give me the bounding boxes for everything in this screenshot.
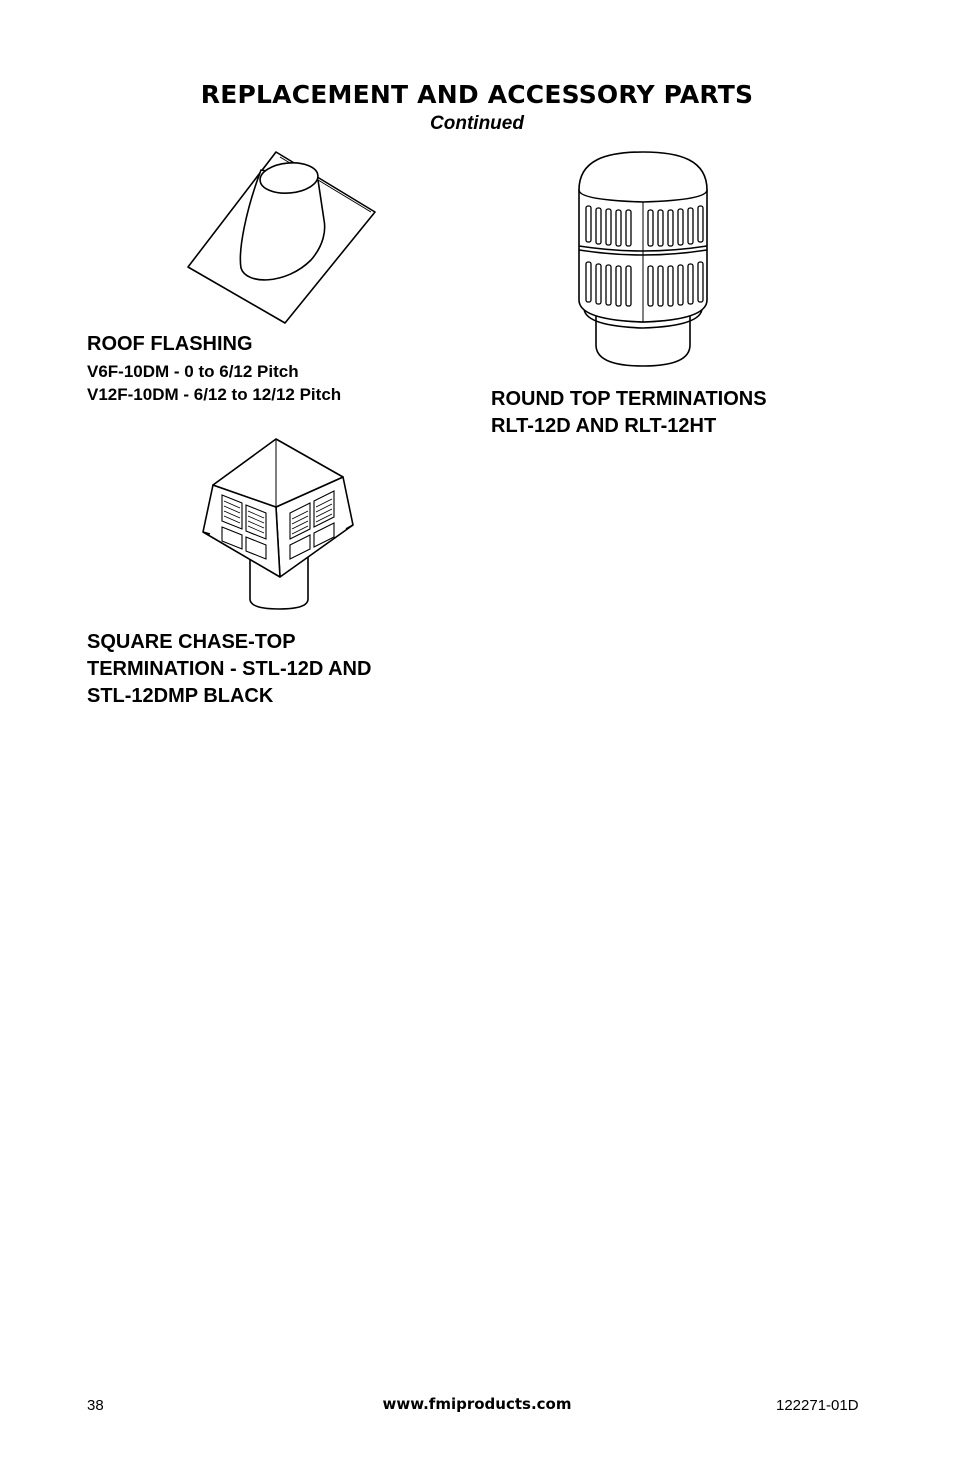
- round-top-termination-illustration: [576, 150, 710, 368]
- square-chase-top-label-line-2: TERMINATION - STL-12D AND: [87, 658, 372, 680]
- website-link[interactable]: www.fmiproducts.com: [382, 1395, 572, 1413]
- round-top-label-line-2: RLT-12D AND RLT-12HT: [491, 415, 717, 437]
- square-chase-top-illustration: [198, 437, 358, 611]
- square-chase-top-label-line-3: STL-12DMP BLACK: [87, 685, 274, 707]
- page-title: REPLACEMENT AND ACCESSORY PARTS: [200, 80, 754, 109]
- document-number: 122271-01D: [776, 1397, 859, 1414]
- roof-flashing-model-2: V12F-10DM - 6/12 to 12/12 Pitch: [87, 385, 342, 404]
- roof-flashing-model-1: V6F-10DM - 0 to 6/12 Pitch: [87, 362, 299, 381]
- page-number: 38: [87, 1397, 104, 1414]
- square-chase-top-label-line-1: SQUARE CHASE-TOP: [87, 631, 296, 653]
- roof-flashing-illustration: [186, 150, 378, 326]
- roof-flashing-name: ROOF FLASHING: [87, 333, 253, 355]
- page-subtitle: Continued: [430, 113, 524, 134]
- round-top-label-line-1: ROUND TOP TERMINATIONS: [491, 388, 767, 410]
